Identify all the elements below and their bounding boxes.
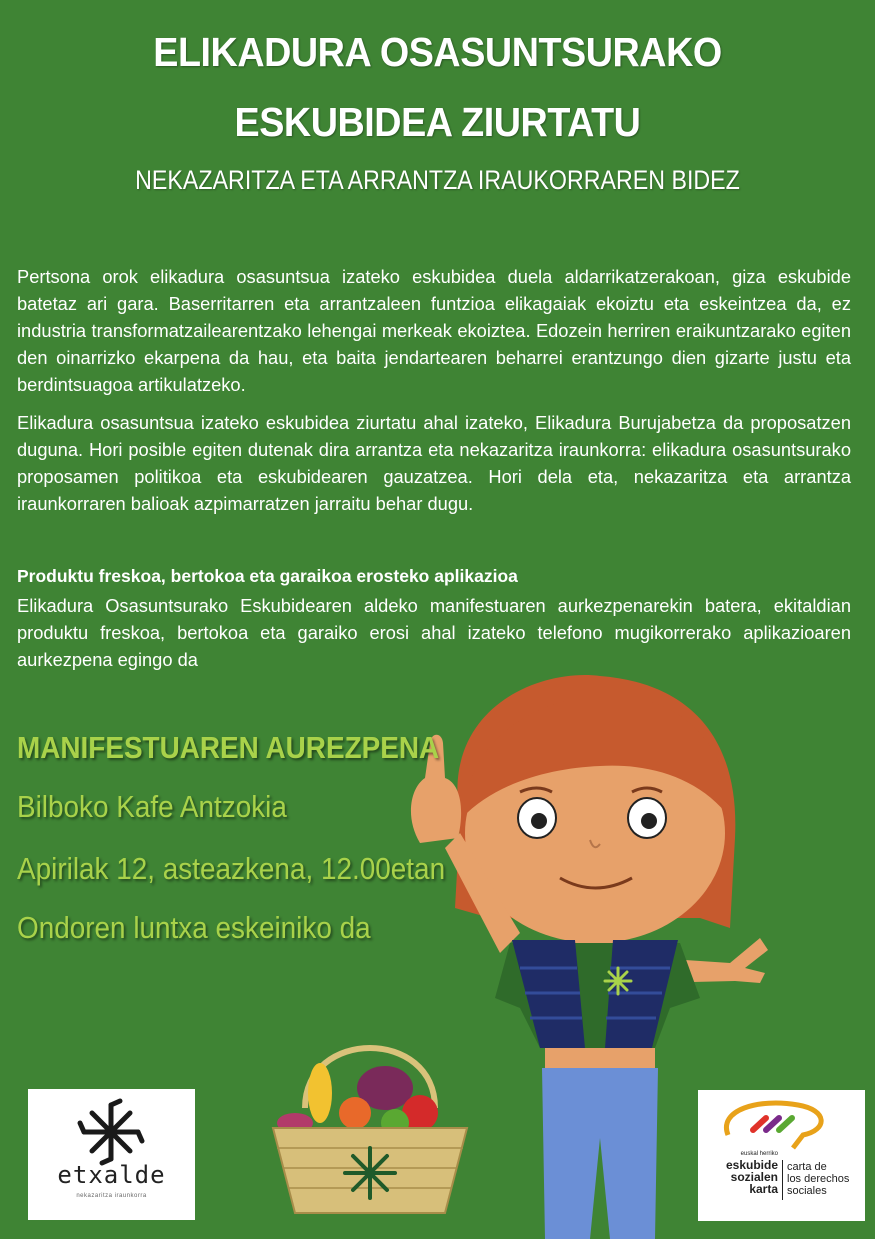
event-place: Bilboko Kafe Antzokia (17, 789, 287, 824)
paragraph-intro: Pertsona orok elikadura osasuntsua izateko eskubidea duela aldarrikatzerakoan, giza eskubide batetaz ari gara. Baserritarren eta arrantzaleen funtzioa elikagaiak ekoiztu eta eskeintzea da, ez industria transformatzailearentzako lehengai merkeak ekoiztea. Edozein herriren eraikuntzarako egiten den oinarrizko ekarpena da hau, eta baita jendartearen beharrei erantzungo dien gizarte justu eta berdintsuagoa artikulatzeko. (17, 266, 851, 395)
karta-small-label: euskal herriko (740, 1151, 778, 1157)
page-title-line1: ELIKADURA OSASUNTSURAKO (153, 29, 722, 75)
karta-logo (698, 1090, 865, 1221)
event-heading: MANIFESTUAREN AUREZPENA (17, 730, 440, 765)
karta-divider (782, 1160, 783, 1200)
event-note: Ondoren luntxa eskeiniko da (17, 910, 371, 945)
karta-spanish-label: carta de los derechos sociales (787, 1161, 850, 1197)
event-date: Apirilak 12, asteazkena, 12.00etan (17, 851, 446, 886)
etxalde-symbol-icon (28, 1097, 195, 1167)
karta-main-label: eskubide sozialen karta (725, 1158, 778, 1196)
page-title-line2: ESKUBIDEA ZIURTATU (234, 99, 641, 145)
paragraph-sovereignty: Elikadura osasuntsua izateko eskubidea ziurtatu ahal izateko, Elikadura Burujabetza da proposatzen duguna. Hori posible egiten dutenak dira arrantza eta nekazaritza iraunkorra: elikadura osasuntsurako proposamen politikoa eta eskubidearen gauzatzea. Hori dela eta, nekazaritza eta arrantza iraunkorraren balioak azpimarratzen jarraitu behar dugu. (17, 412, 851, 514)
paragraph-app: Elikadura Osasuntsurako Eskubidearen aldeko manifestuaren aurkezpenarekin batera, ekitaldian produktu freskoa, bertokoa eta garaiko erosi ahal izateko telefono mugikorrerako aplikazioaren aurkezpena egingo da (17, 595, 851, 670)
basket-illustration (265, 1028, 475, 1218)
etxalde-name: etxalde (57, 1161, 166, 1189)
page-subtitle: NEKAZARITZA ETA ARRANTZA IRAUKORRAREN BIDEZ (135, 165, 740, 195)
etxalde-logo (28, 1089, 195, 1220)
karta-symbol-icon (698, 1090, 865, 1152)
etxalde-tagline: nekazaritza iraunkorra (76, 1193, 147, 1199)
app-heading: Produktu freskoa, bertokoa eta garaikoa erosteko aplikazioa (17, 566, 518, 586)
